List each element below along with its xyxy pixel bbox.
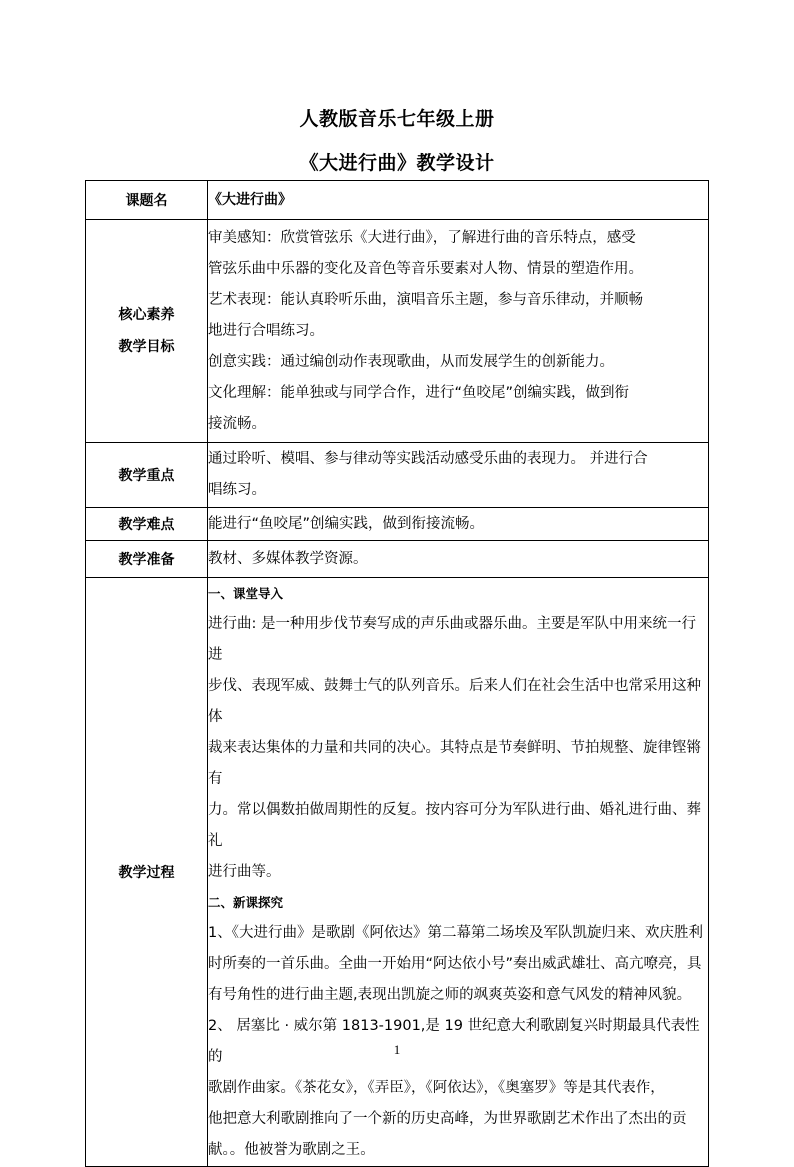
goals-label-line1: 核心素养 [118,307,175,323]
lesson-plan-table [85,180,709,1167]
page-number: 1 [393,1042,401,1057]
goals-content [208,220,709,443]
difficulties-content [208,508,709,541]
section2-line: 1、《大进行曲》是歌剧《阿依达》第二幕第二场埃及军队凯旋归来、欢庆胜利 [208,925,703,941]
table-row-goals [86,220,709,443]
preparation-line: 教材、多媒体教学资源。 [208,550,368,567]
table-row-preparation [86,541,709,578]
goals-line: 创意实践：通过编创动作表现歌曲，从而发展学生的创新能力。 [208,353,614,370]
key-points-line: 唱练习。 [208,482,266,498]
topic-value-text: 《大进行曲》 [208,191,292,208]
goals-line: 文化理解：能单独或与同学合作，进行“鱼咬尾”创编实践，做到衔 [208,384,630,401]
document-subtitle: 《大进行曲》教学设计 [299,152,495,174]
section2-line: 献。。他被誉为歌剧之王。 [208,1142,375,1158]
goals-line: 艺术表现：能认真聆听乐曲，演唱音乐主题，参与音乐律动，并顺畅 [208,291,643,308]
difficulties-label: 教学难点 [86,508,208,541]
table-row-topic [86,181,709,220]
key-points-label: 教学重点 [86,443,208,508]
preparation-label: 教学准备 [86,541,208,578]
section2-line: 他把意大利歌剧推向了一个新的历史高峰，为世界歌剧艺术作出了杰出的贡 [208,1111,687,1127]
section2-line: 有号角性的进行曲主题,表现出凯旋之师的飒爽英姿和意气风发的精神风貌。 [208,987,692,1003]
section1-line: 裁来表达集体的力量和共同的决心。其特点是节奏鲜明、节拍规整、旋律铿锵有 [208,740,701,787]
goals-line: 审美感知：欣赏管弦乐《大进行曲》，了解进行曲的音乐特点，感受 [208,229,636,246]
goals-label-line2: 教学目标 [118,339,175,355]
topic-label: 课题名 [86,181,208,220]
section1-line: 进行曲: 是一种用步伐节奏写成的声乐曲或器乐曲。主要是军队中用来统一行进 [208,616,696,663]
topic-value [208,181,709,220]
preparation-content [208,541,709,578]
key-points-line: 通过聆听、模唱、参与律动等实践活动感受乐曲的表现力。 并进行合 [208,451,648,467]
table-row-key-points [86,443,709,508]
document-title: 人教版音乐七年级上册 [299,108,495,130]
difficulties-line: 能进行“鱼咬尾”创编实践，做到衔接流畅。 [208,515,485,532]
goals-label [86,220,208,443]
goals-line: 接流畅。 [208,415,266,432]
section2-heading: 二、新课探究 [208,895,284,910]
key-points-content [208,443,709,508]
table-row-difficulties [86,508,709,541]
section1-line: 力。常以偶数拍做周期性的反复。按内容可分为军队进行曲、婚礼进行曲、葬礼 [208,802,701,849]
goals-line: 管弦乐曲中乐器的变化及音色等音乐要素对人物、情景的塑造作用。 [208,260,643,277]
process-label: 教学过程 [86,578,208,1167]
section1-line: 步伐、表现军威、鼓舞士气的队列音乐。后来人们在社会生活中也常采用这种体 [208,678,701,725]
section1-line: 进行曲等。 [208,864,281,880]
section2-line: 2、 居塞比 · 威尔第 1813-1901,是 19 世纪意大利歌剧复兴时期最具代表性的 [208,1018,700,1065]
process-content [208,578,709,1167]
section2-line: 歌剧作曲家。《茶花女》，《弄臣》，《阿依达》，《奥塞罗》等是其代表作， [208,1080,665,1096]
section2-line: 时所奏的一首乐曲。全曲一开始用“阿达依小号”奏出威武雄壮、高亢嘹亮，具 [208,956,702,972]
section1-heading: 一、课堂导入 [208,586,284,601]
goals-line: 地进行合唱练习。 [208,322,324,339]
table-row-process [86,578,709,1167]
